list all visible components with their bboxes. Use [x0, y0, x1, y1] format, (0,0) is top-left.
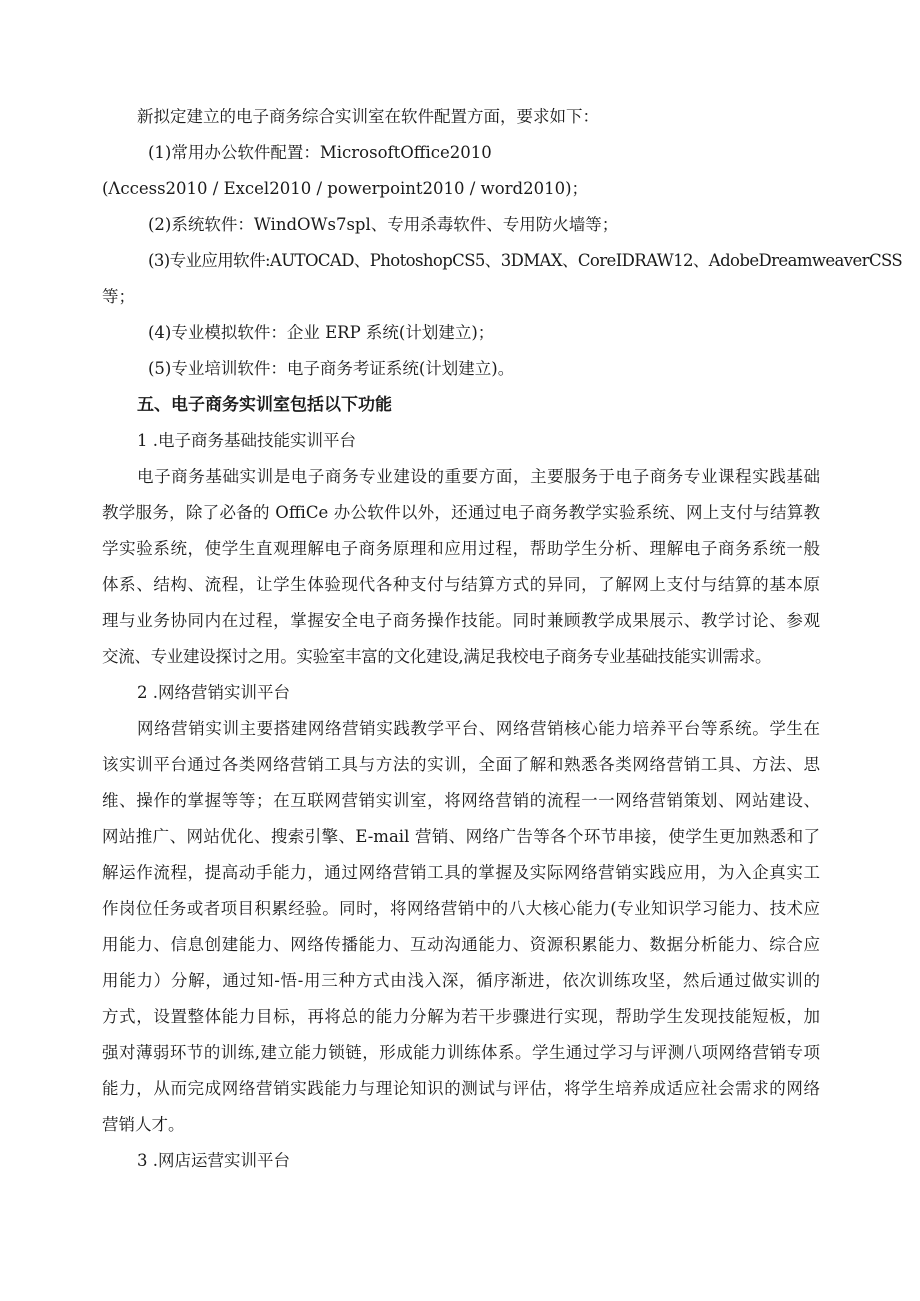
subsection-1-paragraph-line: 学实验系统，使学生直观理解电子商务原理和应用过程，帮助学生分析、理解电子商务系统一般 [102, 539, 820, 558]
subsection-2-paragraph-line: 网络营销实训主要搭建网络营销实践教学平台、网络营销核心能力培养平台等系统。学生在 [137, 719, 820, 738]
software-item-5: (5)专业培训软件：电子商务考证系统(计划建立)。 [148, 359, 515, 378]
subsection-2-paragraph-line: 该实训平台通过各类网络营销工具与方法的实训，全面了解和熟悉各类网络营销工具、方法、思 [102, 755, 820, 774]
subsection-2-paragraph-line: 解运作流程，提高动手能力，通过网络营销工具的掌握及实际网络营销实践应用，为入企真实工 [102, 863, 820, 882]
section-5-heading: 五、电子商务实训室包括以下功能 [137, 395, 392, 415]
subsection-2-paragraph-line: 维、操作的掌握等等；在互联网营销实训室，将网络营销的流程一一网络营销策划、网站建设、 [102, 791, 820, 810]
subsection-2-paragraph-line: 能力，从而完成网络营销实践能力与理论知识的测试与评估，将学生培养成适应社会需求的网络 [102, 1079, 820, 1098]
subsection-2-title: 2 .网络营销实训平台 [137, 683, 290, 702]
subsection-2-paragraph-line: 网站推广、网站优化、搜索引擎、E-mail 营销、网络广告等各个环节串接，使学生更加熟悉和了 [102, 827, 820, 846]
subsection-3-title: 3 .网店运营实训平台 [137, 1151, 290, 1170]
software-item-2: (2)系统软件：WindOWs7spl、专用杀毒软件、专用防火墙等； [148, 215, 619, 234]
software-item-1-continued: (Λccess2010 / Excel2010 / powerpoint2010 / word2010)； [102, 179, 589, 198]
subsection-2-paragraph-line: 用能力、信息创建能力、网络传播能力、互动沟通能力、资源积累能力、数据分析能力、综合应 [102, 935, 820, 954]
software-intro: 新拟定建立的电子商务综合实训室在软件配置方面，要求如下： [137, 107, 599, 126]
subsection-2-paragraph-line: 强对薄弱环节的训练,建立能力锁链，形成能力训练体系。学生通过学习与评测八项网络营销专项 [102, 1043, 820, 1062]
subsection-2-paragraph-line: 作岗位任务或者项目积累经验。同时，将网络营销中的八大核心能力(专业知识学习能力、技术应 [102, 899, 820, 918]
subsection-1-paragraph-line: 理与业务协同内在过程，掌握安全电子商务操作技能。同时兼顾教学成果展示、教学讨论、参观 [102, 611, 820, 630]
subsection-1-paragraph-line: 交流、专业建设探讨之用。实验室丰富的文化建设,满足我校电子商务专业基础技能实训需求。 [102, 647, 772, 666]
subsection-2-paragraph-line: 方式，设置整体能力目标，再将总的能力分解为若干步骤进行实现，帮助学生发现技能短板，加 [102, 1007, 820, 1026]
software-item-1: (1)常用办公软件配置：MicrosoftOffice2010 [148, 143, 492, 162]
software-item-4: (4)专业模拟软件：企业 ERP 系统(计划建立)； [148, 323, 495, 342]
software-item-3-continued: 等； [102, 287, 135, 306]
software-item-3: (3)专业应用软件:AUTOCAD、PhotoshopCS5、3DMAX、CoreIDRAW12、AdobeDreamweaverCSS [148, 251, 903, 270]
subsection-2-paragraph-line: 用能力）分解，通过知-悟-用三种方式由浅入深，循序渐进，依次训练攻坚，然后通过做实训的 [102, 971, 820, 990]
subsection-1-title: 1 .电子商务基础技能实训平台 [137, 431, 356, 450]
subsection-1-paragraph-line: 电子商务基础实训是电子商务专业建设的重要方面，主要服务于电子商务专业课程实践基础 [137, 467, 820, 486]
subsection-2-paragraph-line: 营销人才。 [102, 1115, 185, 1134]
subsection-1-paragraph-line: 体系、结构、流程，让学生体验现代各种支付与结算方式的异同，了解网上支付与结算的基本原 [102, 575, 820, 594]
subsection-1-paragraph-line: 教学服务，除了必备的 OffiCe 办公软件以外，还通过电子商务教学实验系统、网上支付与结算教 [102, 503, 820, 522]
